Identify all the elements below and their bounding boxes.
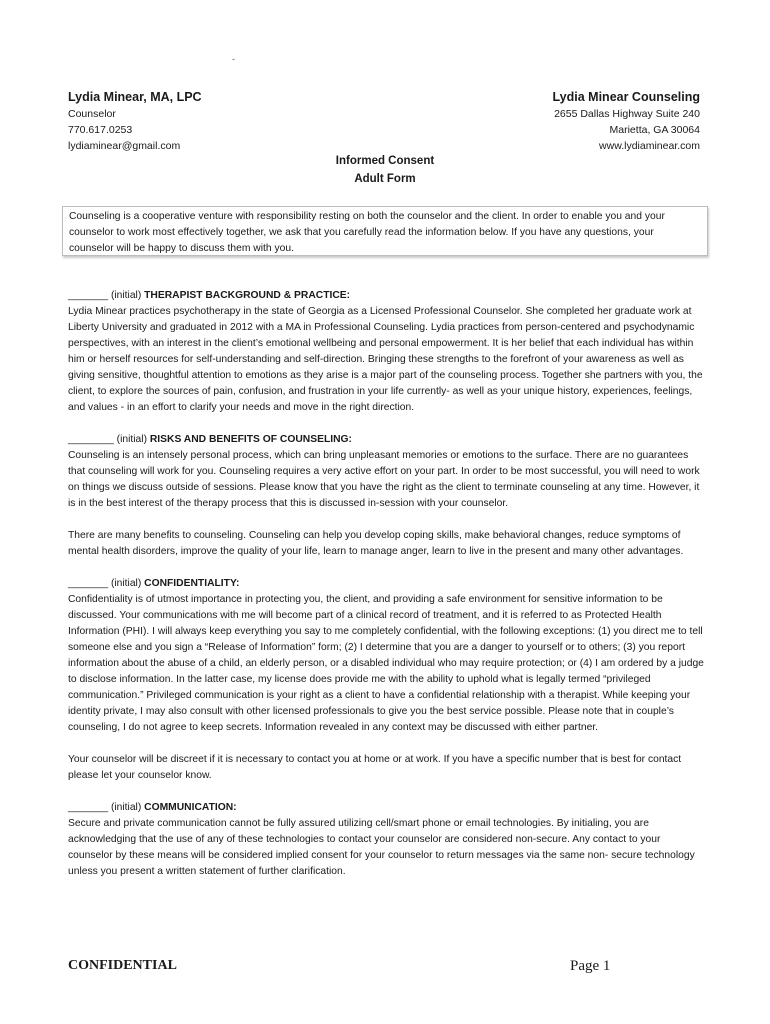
- intro-box: Counseling is a cooperative venture with responsibility resting on both the counselor and the client. In order to enable you and your counselor to work most effectively together, we ask that you carefully read the information below. If you have any questions, your counselor will be happy to discuss them with you.: [62, 206, 708, 256]
- counselor-name: Lydia Minear, MA, LPC: [68, 90, 202, 104]
- section-heading-text: COMMUNICATION:: [144, 802, 237, 813]
- practice-address-line2: Marietta, GA 30064: [609, 124, 700, 136]
- section-risks-benefits: [68, 432, 704, 512]
- page-number: Page 1: [570, 958, 611, 974]
- section-paragraph: Your counselor will be discreet if it is necessary to contact you at home or at work. If you have a specific number that is best for contact please let your counselor know.: [68, 754, 682, 781]
- practice-name: Lydia Minear Counseling: [552, 90, 700, 104]
- form-title-line2: Adult Form: [354, 173, 416, 185]
- section-contact-discretion: [68, 752, 704, 784]
- section-paragraph: Secure and private communication cannot be fully assured utilizing cell/smart phone or email technologies. By initialing, you are acknowledging that the use of any of these technologies to contact your counselor are considered non-secure. Any contact to your counselor by these means will be considered implied consent for your counselor to return messages via the same non- secure technology unless you present a written statement of further clarification.: [68, 818, 695, 877]
- section-paragraph: Confidentiality is of utmost importance in protecting you, the client, and providing a safe environment for sensitive information to be discussed. Your communications with me will become part of a clinical record of treatment, and it is referred to as Protected Health Information (PHI). I will always keep everything you say to me completely confidential, with the following exceptions: (1) you direct me to tell someone else and you sign a “Release of Information” form; (2) I determine that you are a danger to yourself or to others; (3) you report information about the abuse of a child, an elderly person, or a disabled individual who may require protection; or (4) I am ordered by a judge to disclose information. In the latter case, my license does provide me with the ability to uphold what is legally termed “privileged communication.” Privileged communication is your right as a client to have a confidential relationship with a therapist. While keeping your identity private, I may also consult with other licensed professionals to give you the best service possible. Please note that in couple’s counseling, I do not agree to keep secrets. Information revealed in any context may be discussed with either partner.: [68, 594, 704, 733]
- initial-blank[interactable]: ________ (initial): [68, 434, 150, 445]
- section-paragraph: Lydia Minear practices psychotherapy in the state of Georgia as a Licensed Professional Counselor. She completed her graduate work at Liberty University and graduated in 2012 with a MA in Professional Counseling. Lydia practices from person-centered and psychodynamic perspectives, with an interest in the client’s emotional wellbeing and personal empowerment. It is her belief that each individual has within him or herself resources for self-understanding and self-direction. Bringing these strengths to the forefront of your awareness as well as giving sensitive, thoughtful attention to emotions as they arise is a major part of the counseling process. Together she partners with you, the client, to explore the sources of pain, confusion, and frustration in your life currently- as well as your unique history, experiences, feelings, and values - in an effort to clarify your needs and move in the right direction.: [68, 306, 703, 413]
- section-confidentiality: [68, 576, 704, 736]
- form-title: [0, 152, 770, 188]
- section-benefits-paragraph: [68, 528, 704, 560]
- counselor-contact: [68, 88, 202, 154]
- section-heading: [68, 576, 704, 592]
- section-communication: [68, 800, 704, 880]
- section-therapist-background: [68, 288, 704, 416]
- section-heading-text: THERAPIST BACKGROUND & PRACTICE:: [144, 290, 351, 301]
- initial-blank[interactable]: _______ (initial): [68, 802, 145, 813]
- initial-blank[interactable]: _______ (initial): [68, 290, 145, 301]
- page-mark: -: [232, 54, 235, 64]
- section-heading: [68, 288, 704, 304]
- practice-address-line1: 2655 Dallas Highway Suite 240: [554, 108, 700, 120]
- section-paragraph: Counseling is an intensely personal process, which can bring unpleasant memories or emotions to the surface. There are no guarantees that counseling will work for you. Counseling requires a very active effort on your part. In order to be most successful, you will need to work on things we discuss outside of sessions. Please know that you have the right as the client to terminate counseling at any time. However, it is in the best interest of the therapy process that this is discussed in-session with your counselor.: [68, 450, 700, 509]
- section-heading: [68, 800, 704, 816]
- practice-website: www.lydiaminear.com: [599, 140, 700, 152]
- section-heading-text: RISKS AND BENEFITS OF COUNSELING:: [149, 434, 352, 445]
- section-paragraph: There are many benefits to counseling. Counseling can help you develop coping skills, make behavioral changes, reduce symptoms of mental health disorders, improve the quality of your life, learn to manage anger, learn to live in the present and many other advantages.: [68, 530, 684, 557]
- practice-contact: [553, 88, 700, 154]
- form-body: [68, 288, 704, 896]
- form-title-line1: Informed Consent: [335, 155, 435, 167]
- counselor-phone: 770.617.0253: [68, 124, 133, 136]
- footer-confidential: CONFIDENTIAL: [68, 958, 177, 973]
- counselor-role: Counselor: [68, 108, 116, 120]
- section-heading-text: CONFIDENTIALITY:: [144, 578, 240, 589]
- counselor-email: lydiaminear@gmail.com: [68, 140, 181, 152]
- initial-blank[interactable]: _______ (initial): [68, 578, 145, 589]
- section-heading: [68, 432, 704, 448]
